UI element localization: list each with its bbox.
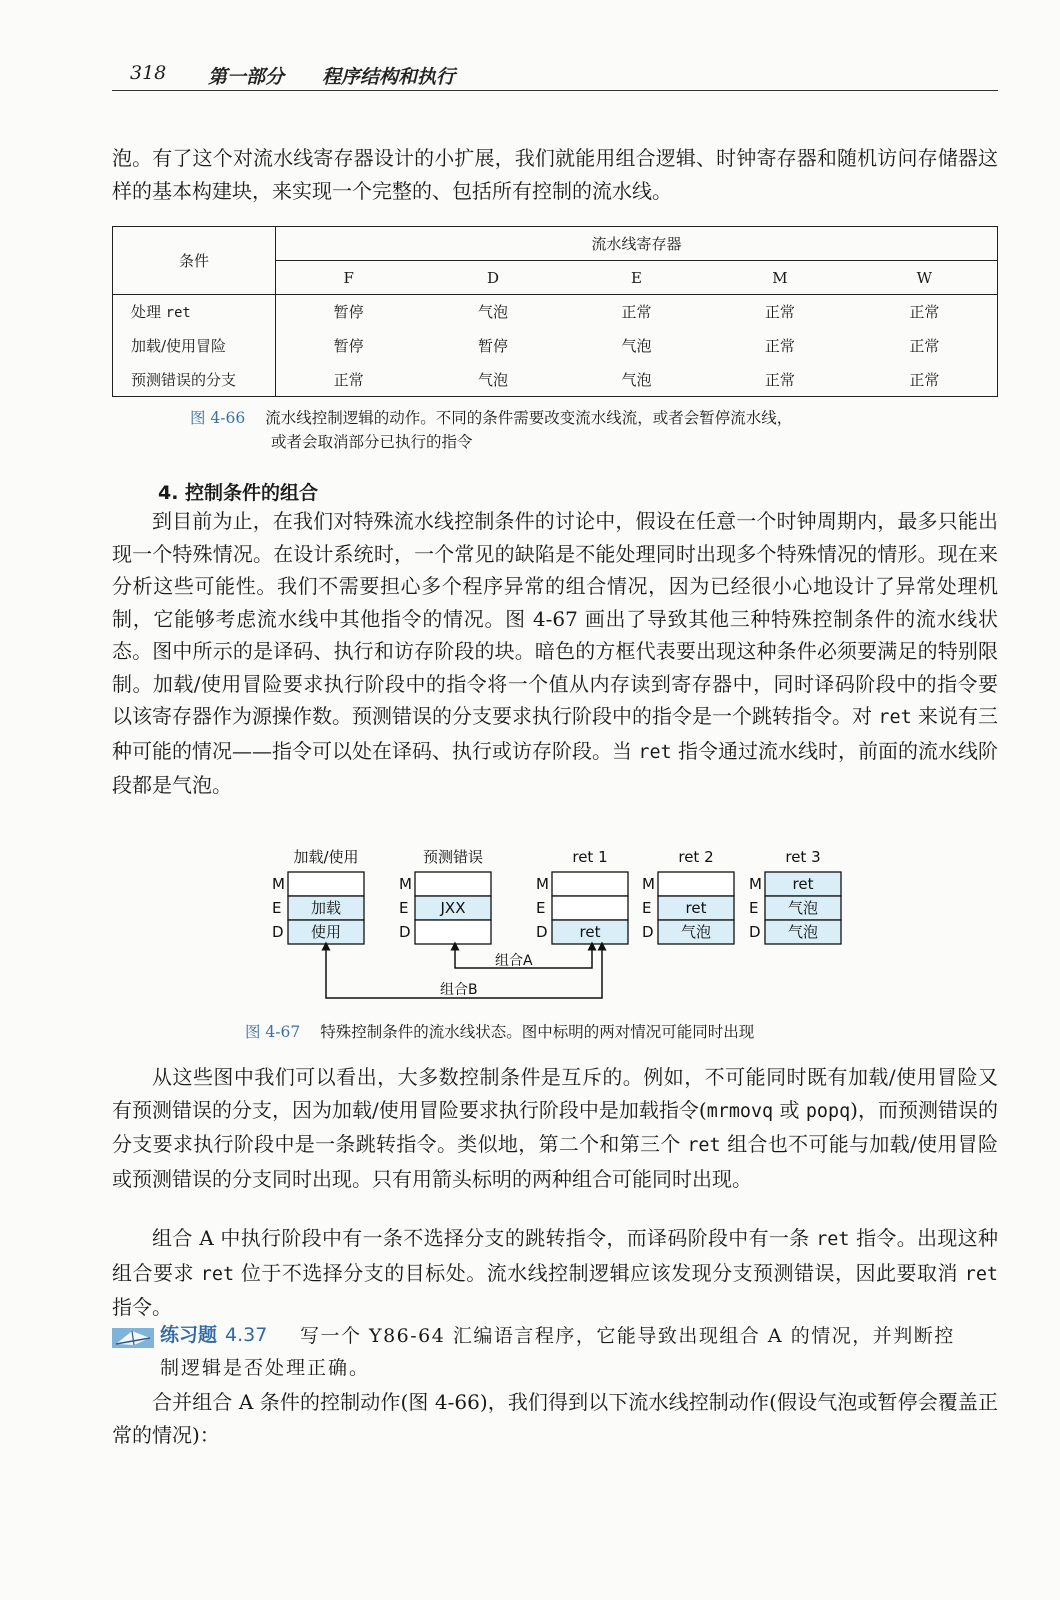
stage-box-text: ret [685, 899, 707, 917]
stage-row-label: M [399, 875, 412, 893]
table-cell: 正常 [764, 370, 795, 389]
stage-row-label: D [272, 923, 284, 941]
row-condition: 处理 ret [113, 295, 276, 329]
stage-box [415, 872, 491, 896]
pipeline-states-diagram [260, 838, 860, 1008]
stage-row-label: E [399, 899, 409, 917]
stage-header: M [708, 261, 851, 295]
stage-row-label: M [749, 875, 762, 893]
stage-group-title: ret 1 [572, 848, 608, 866]
stage-box-text: 气泡 [787, 899, 819, 917]
row-condition: 预测错误的分支 [113, 363, 276, 397]
running-header [112, 56, 998, 91]
stage-row-label: E [272, 899, 282, 917]
register-group-header: 流水线寄存器 [276, 227, 998, 261]
stage-row-label: M [536, 875, 549, 893]
stage-box-text: JXX [440, 899, 466, 917]
part-label: 第一部分 [208, 66, 285, 88]
table-cell: 气泡 [621, 337, 652, 355]
table-cell: 暂停 [333, 303, 364, 322]
stage-row-label: D [749, 923, 761, 941]
table-cell: 气泡 [621, 370, 652, 389]
table-row [113, 295, 998, 329]
stage-row-label: M [642, 875, 655, 893]
stage-group-title: ret 3 [785, 848, 821, 866]
body-paragraph: 到目前为止，在我们对特殊流水线控制条件的讨论中，假设在任意一个时钟周期内，最多只能出现一个特殊情况。在设计系统时，一个常见的缺陷是不能处理同时出现多个特殊情况的情形。现在来分析这些可能性。我们不需要担心多个程序异常的组合情况，因为已经很小心地设计了异常处理机制，它能够考虑流水线中其他指令的情况。图 4-67 画出了导致其他三种特殊控制条件的流水线状态。图中所示的是译码、执行和访存阶段的块。暗色的方框代表要出现这种条件必须要满足的特别限制。加载/使用冒险要求执行阶段中的指令将一个值从内存读到寄存器中，同时译码阶段中的指令要以该寄存器作为源操作数。预测错误的分支要求执行阶段中的指令是一个跳转指令。对 ret 来说有三种可能的情况——指令可以处在译码、执行或访存阶段。当 ret 指令通过流水线时，前面的流水线阶段都是气泡。 [112, 509, 999, 797]
figure-number: 图 4-66 [190, 409, 246, 427]
stage-box [658, 872, 734, 896]
exercise-text: 写一个 Y86-64 汇编语言程序，它能导致出现组合 A 的情况，并判断控 [300, 1325, 955, 1347]
table-cell: 正常 [333, 370, 364, 389]
body-paragraph: 合并组合 A 条件的控制动作(图 4-66)，我们得到以下流水线控制动作(假设气泡或暂停会覆盖正常的情况)： [112, 1390, 998, 1447]
stage-group-title: ret 2 [678, 848, 714, 866]
table-cell: 暂停 [333, 337, 364, 355]
row-condition: 加载/使用冒险 [113, 329, 276, 363]
figure-caption [245, 1020, 754, 1044]
caption-line: 特殊控制条件的流水线状态。图中标明的两对情况可能同时出现 [320, 1023, 755, 1041]
exercise-text: 制逻辑是否处理正确。 [160, 1357, 371, 1379]
table-cell: 正常 [764, 337, 795, 355]
figure-caption [190, 406, 792, 430]
part-title: 程序结构和执行 [322, 66, 456, 88]
stage-header: E [565, 261, 708, 295]
condition-header: 条件 [113, 227, 276, 295]
combo-a-label: 组合A [495, 953, 533, 969]
table-cell: 正常 [621, 303, 652, 322]
stage-box [552, 872, 628, 896]
diagram-svg [260, 838, 860, 1008]
table-cell: 正常 [909, 337, 940, 355]
stage-box-text: ret [579, 923, 601, 941]
intro-paragraph: 泡。有了这个对流水线寄存器设计的小扩展，我们就能用组合逻辑、时钟寄存器和随机访问存储器这样的基本构建块，来实现一个完整的、包括所有控制的流水线。 [112, 146, 998, 203]
table-cell: 正常 [909, 303, 940, 322]
table-cell: 暂停 [478, 337, 509, 355]
caption-line: 或者会取消部分已执行的指令 [271, 433, 473, 451]
table-cell: 正常 [764, 303, 795, 322]
stage-row-label: E [749, 899, 759, 917]
figure-number: 图 4-67 [245, 1023, 301, 1041]
stage-header: W [852, 261, 998, 295]
stage-box-text: 气泡 [680, 923, 712, 941]
stage-box [415, 920, 491, 944]
control-table [112, 226, 998, 397]
stage-group-title: 加载/使用 [293, 848, 359, 866]
body-paragraph: 从这些图中我们可以看出，大多数控制条件是互斥的。例如，不可能同时既有加载/使用冒险又有预测错误的分支，因为加载/使用冒险要求执行阶段中是加载指令(mrmovq 或 popq)，而预测错误的分支要求执行阶段中是一条跳转指令。类似地，第二个和第三个 ret 组合也不可能与加载/使用冒险或预测错误的分支同时出现。只有用箭头标明的两种组合可能同时出现。 [112, 1065, 998, 1191]
body-paragraph: 组合 A 中执行阶段中有一条不选择分支的跳转指令，而译码阶段中有一条 ret 指令。出现这种组合要求 ret 位于不选择分支的目标处。流水线控制逻辑应该发现分支预测错误，因此要取消 ret 指令。 [112, 1226, 998, 1319]
stage-row-label: E [642, 899, 652, 917]
stage-box-text: 加载 [310, 899, 342, 917]
stage-box-text: 使用 [310, 923, 342, 941]
stage-box-text: ret [792, 875, 814, 893]
exercise-icon [112, 1328, 154, 1348]
caption-line: 流水线控制逻辑的动作。不同的条件需要改变流水线流，或者会暂停流水线， [265, 409, 793, 427]
table-cell: 气泡 [478, 303, 509, 322]
section-title: 4. 控制条件的组合 [158, 482, 319, 504]
table-cell: 气泡 [478, 370, 509, 389]
table-row [113, 363, 998, 397]
table-cell: 正常 [909, 370, 940, 389]
page-number: 318 [130, 62, 167, 84]
stage-group-title: 预测错误 [422, 848, 484, 866]
stage-row-label: D [642, 923, 654, 941]
stage-row-label: M [272, 875, 285, 893]
stage-row-label: D [399, 923, 411, 941]
stage-header: F [276, 261, 422, 295]
stage-box [552, 896, 628, 920]
combo-b-label: 组合B [440, 982, 478, 998]
stage-row-label: E [536, 899, 546, 917]
stage-box [288, 872, 364, 896]
stage-box-text: 气泡 [787, 923, 819, 941]
table-row [113, 329, 998, 363]
stage-header: D [421, 261, 564, 295]
exercise-label: 练习题 4.37 [160, 1324, 268, 1346]
stage-row-label: D [536, 923, 548, 941]
